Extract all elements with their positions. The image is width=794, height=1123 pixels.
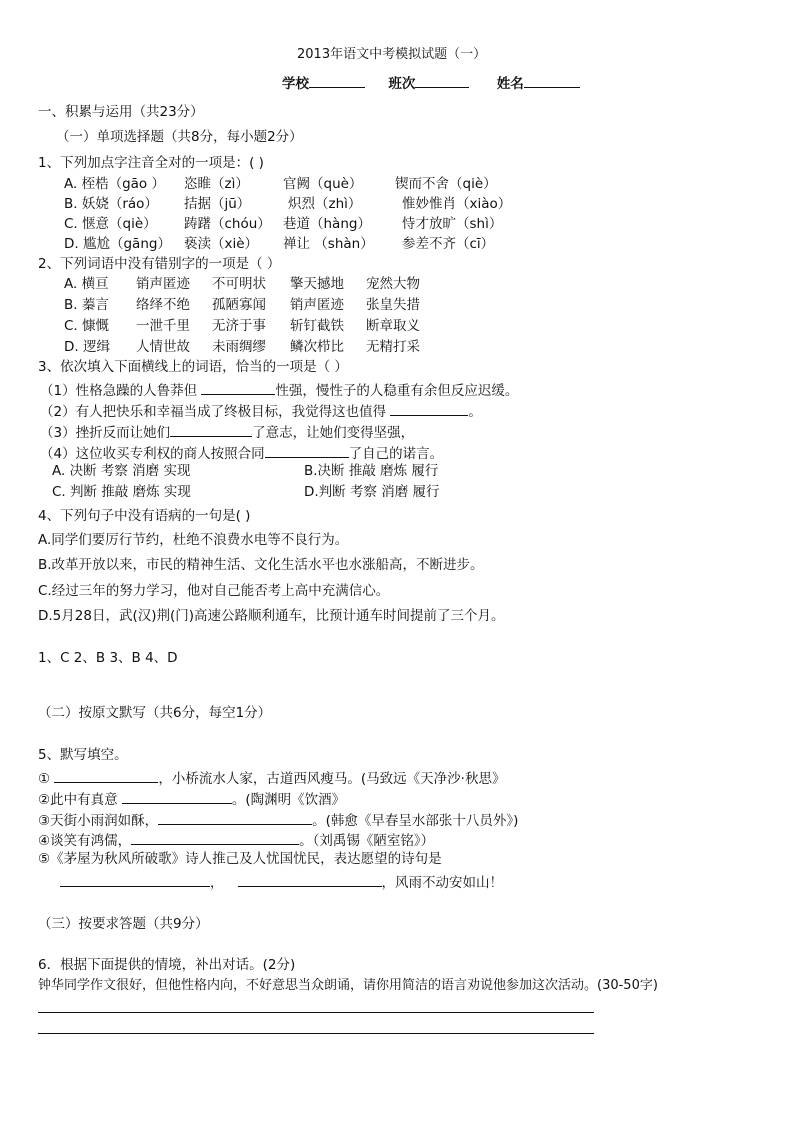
blank-field[interactable]	[158, 810, 312, 825]
option-cell: 拮据（jū）	[184, 196, 251, 212]
page-title: 2013年语文中考模拟试题（一）	[297, 47, 487, 62]
option-cell: 锲而不舍（qiè）	[395, 176, 497, 192]
section-heading: 一、积累与运用（共23分）	[38, 104, 204, 120]
name-field[interactable]	[524, 73, 580, 88]
blank-field[interactable]	[201, 380, 275, 395]
answer-line[interactable]	[38, 1012, 594, 1013]
answer-key: 1、C 2、B 3、B 4、D	[38, 650, 178, 666]
recite-line-6: ， ，风雨不动安如山！	[60, 872, 503, 891]
option-cell: C. 慷慨	[64, 318, 110, 334]
option-cell: 张皇失措	[366, 297, 420, 313]
question-3-stem: 3、依次填入下面横线上的词语，恰当的一项是（ ）	[38, 359, 348, 375]
option-cell: B. 妖娆（ráo）	[64, 196, 158, 212]
option-cell: 亵渎（xiè）	[184, 236, 259, 252]
blank-field[interactable]	[170, 422, 252, 437]
school-label: 学校	[282, 76, 309, 92]
option-cell: 孤陋寡闻	[212, 297, 266, 313]
option-cell: C. 惬意（qiè）	[64, 216, 157, 232]
option-cell: 销声匿迹	[136, 276, 190, 292]
option-d: D.5月28日，武(汉)荆(门)高速公路顺利通车，比预计通车时间提前了三个月。	[38, 608, 505, 624]
option-cell: 恣睢（zì）	[184, 176, 249, 192]
option-cell: B. 蓁言	[64, 297, 109, 313]
blank-field[interactable]	[265, 443, 349, 458]
option-cell: 参差不齐（cī）	[402, 236, 495, 252]
option-cell: 销声匿迹	[290, 297, 344, 313]
option-c: C.经过三年的努力学习，他对自己能否考上高中充满信心。	[38, 583, 390, 599]
option-cell: 未雨绸缪	[212, 339, 266, 355]
blank-field[interactable]	[60, 872, 210, 887]
option-cell: 擎天撼地	[290, 276, 344, 292]
option-cell: D.判断 考察 消磨 履行	[304, 484, 440, 500]
question-5-stem: 5、默写填空。	[38, 747, 128, 763]
option-cell: 官阙（què）	[283, 176, 363, 192]
option-cell: 恃才放旷（shì）	[402, 216, 503, 232]
option-cell: A. 横亘	[64, 276, 109, 292]
question-6-stem: 6．根据下面提供的情境，补出对话。(2分)	[38, 957, 296, 973]
question-3-item-3: （3）挫折反而让她们 了意志，让她们变得坚强，	[40, 422, 414, 441]
subsection-heading: （三）按要求答题（共9分）	[38, 916, 209, 932]
question-3-item-4: （4）这位收买专利权的商人按照合同 了自己的诺言。	[40, 443, 443, 462]
question-1-stem: 1、下列加点字注音全对的一项是：( )	[38, 155, 264, 171]
option-a: A.同学们要厉行节约，杜绝不浪费水电等不良行为。	[38, 532, 349, 548]
option-cell: 络绎不绝	[136, 297, 190, 313]
subsection-heading: （一）单项选择题（共8分，每小题2分）	[56, 129, 303, 145]
blank-field[interactable]	[131, 830, 299, 845]
option-cell: 断章取义	[366, 318, 420, 334]
option-cell: 禅让 （shàn）	[283, 236, 374, 252]
recite-line-2: ②此中有真意 。(陶渊明《饮酒》	[38, 789, 345, 808]
recite-line-1: ① ，小桥流水人家，古道西风瘦马。(马致远《天净沙·秋思》	[38, 768, 505, 787]
option-cell: 惟妙惟肖（xiào）	[402, 196, 512, 212]
option-b: B.改革开放以来，市民的精神生活、文化生活水平也水涨船高，不断进步。	[38, 557, 484, 573]
blank-field[interactable]	[54, 768, 158, 783]
option-cell: 炽烈（zhì）	[288, 196, 362, 212]
recite-line-4: ④谈笑有鸿儒， 。（刘禹锡《陋室铭》）	[38, 830, 434, 849]
question-4-stem: 4、下列句子中没有语病的一句是( )	[38, 508, 251, 524]
question-3-item-1: （1）性格急躁的人鲁莽但 性强，慢性子的人稳重有余但反应迟缓。	[40, 380, 518, 399]
option-cell: 不可明状	[212, 276, 266, 292]
answer-line[interactable]	[38, 1033, 594, 1034]
option-cell: 无济于事	[212, 318, 266, 334]
question-2-stem: 2、下列词语中没有错别字的一项是（ ）	[38, 256, 281, 272]
option-cell: B.决断 推敲 磨炼 履行	[304, 463, 439, 479]
option-cell: 斩钉截铁	[290, 318, 344, 334]
subsection-heading: （二）按原文默写（共6分，每空1分）	[38, 705, 272, 721]
option-cell: 人情世故	[136, 339, 190, 355]
name-label: 姓名	[496, 76, 524, 92]
recite-line-3: ③天街小雨润如酥， 。(韩愈《早春呈水部张十八员外》)	[38, 810, 518, 829]
option-cell: 鳞次栉比	[290, 339, 344, 355]
blank-field[interactable]	[122, 789, 232, 804]
option-cell: A. 桎梏（gāo ）	[64, 176, 165, 192]
option-cell: C. 判断 推敲 磨炼 实现	[52, 484, 191, 500]
option-cell: 一泄千里	[136, 318, 190, 334]
option-cell: 巷道（hàng）	[283, 216, 371, 232]
option-cell: D. 尴尬（gāng）	[64, 236, 171, 252]
option-cell: D. 逻缉	[64, 339, 110, 355]
option-cell: A. 决断 考察 消磨 实现	[52, 463, 191, 479]
option-cell: 宠然大物	[366, 276, 420, 292]
class-field[interactable]	[415, 73, 469, 88]
option-cell: 踌躇（chóu）	[184, 216, 271, 232]
class-label: 班次	[388, 76, 416, 92]
school-field[interactable]	[309, 73, 365, 88]
question-3-item-2: （2）有人把快乐和幸福当成了终极目标，我觉得这也值得 。	[40, 401, 482, 420]
option-cell: 无精打采	[366, 339, 420, 355]
recite-line-5: ⑤《茅屋为秋风所破歌》诗人推己及人忧国忧民，表达愿望的诗句是	[38, 851, 442, 867]
blank-field[interactable]	[238, 872, 382, 887]
student-info-line	[282, 73, 580, 92]
question-6-text: 钟华同学作文很好，但他性格内向，不好意思当众朗诵，请你用简洁的语言劝说他参加这次活动。(30-50字)	[38, 978, 658, 993]
blank-field[interactable]	[390, 401, 468, 416]
